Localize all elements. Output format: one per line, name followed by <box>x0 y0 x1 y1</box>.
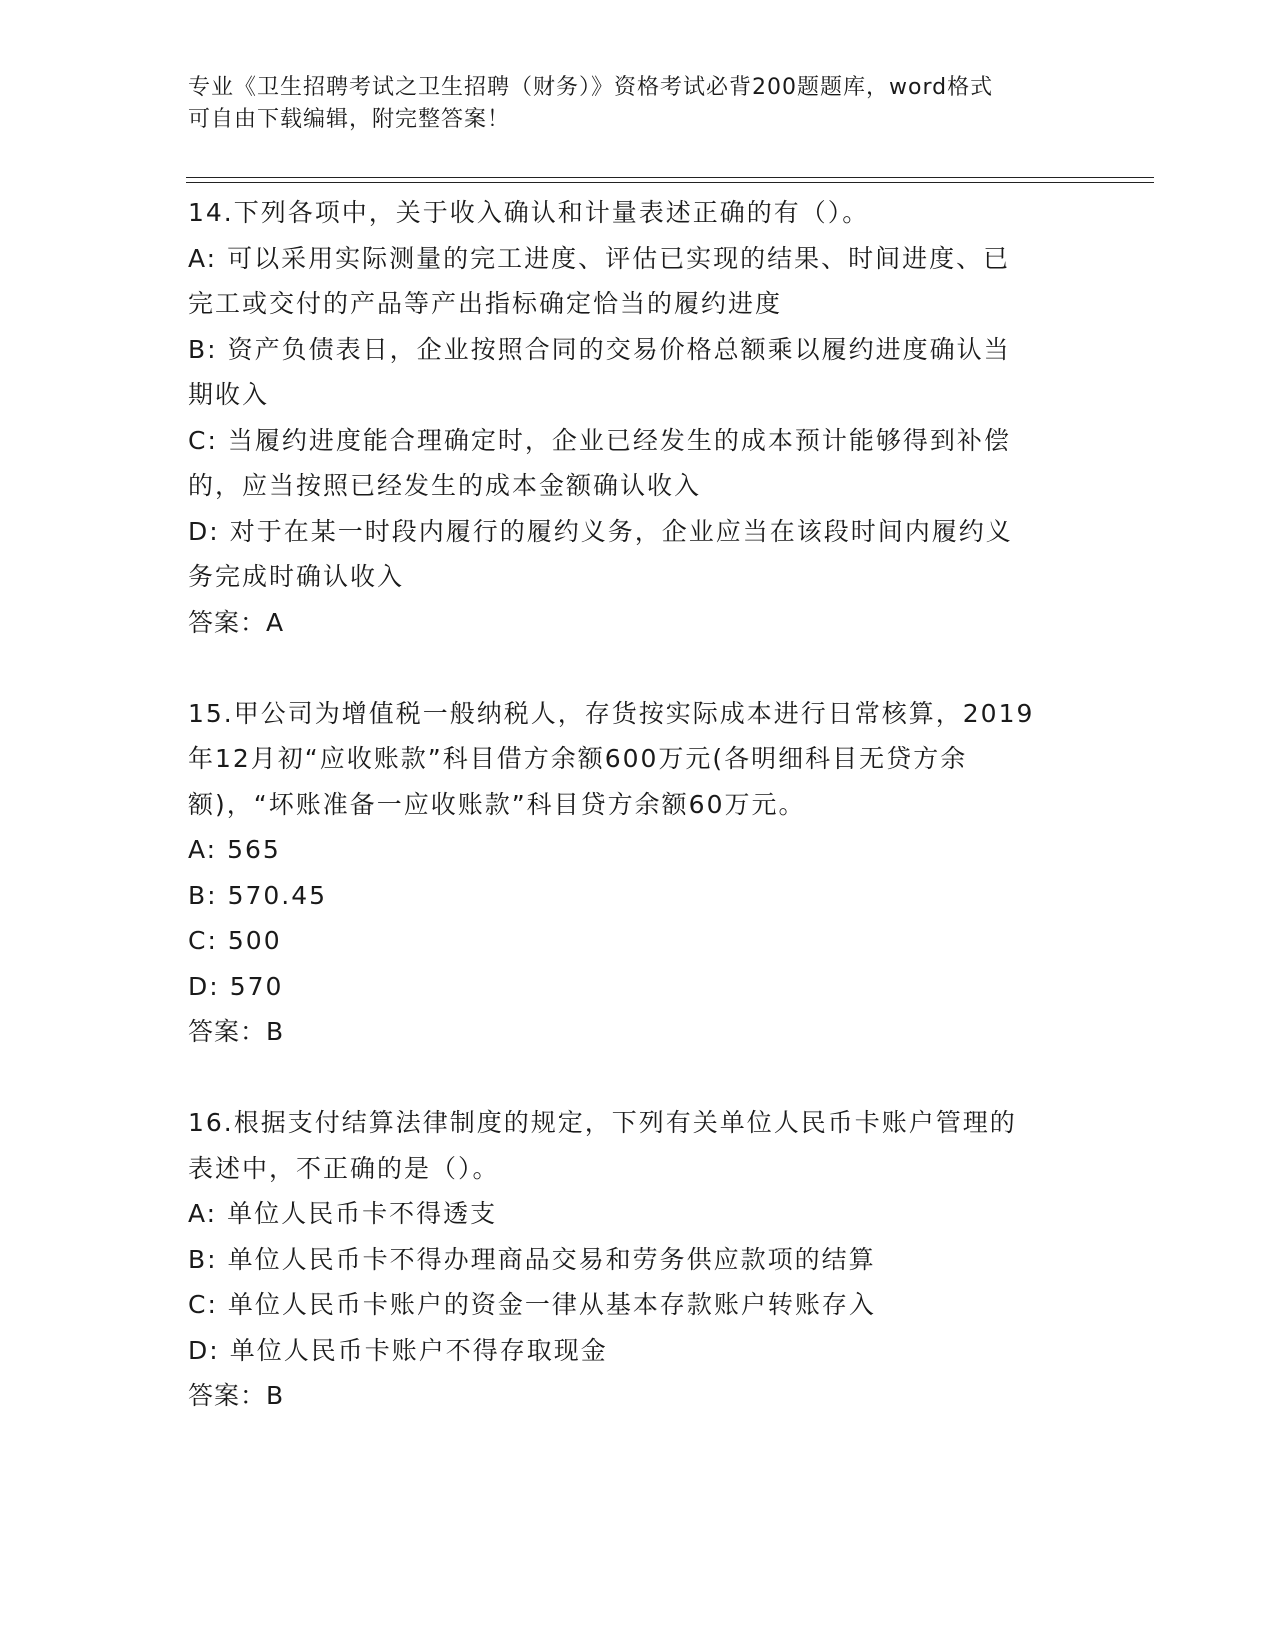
question-text-line: 表述中，不正确的是（）。 <box>188 1153 500 1183</box>
option-label: B: <box>188 1244 218 1274</box>
option-label: D: <box>188 1335 220 1365</box>
option-text: 完工或交付的产品等产出指标确定恰当的履约进度 <box>188 289 783 318</box>
option-text: 570.45 <box>227 880 328 910</box>
option-line <box>188 1237 1088 1283</box>
question-spacer <box>188 1055 1088 1101</box>
header-divider <box>186 177 1154 178</box>
option-label: A: <box>188 1199 218 1228</box>
option-text: 当履约进度能合理确定时，企业已经发生的成本预计能够得到补偿 <box>227 425 1011 455</box>
option-line <box>188 873 1088 919</box>
option-label: B: <box>188 880 218 910</box>
option-line <box>188 1191 1088 1237</box>
question-list <box>188 190 1088 1419</box>
option-text: 单位人民币卡账户的资金一律从基本存款账户转账存入 <box>227 1290 876 1319</box>
question-spacer <box>188 645 1088 691</box>
option-line <box>188 463 1088 509</box>
option-text: 可以采用实际测量的完工进度、评估已实现的结果、时间进度、已 <box>227 243 1011 273</box>
option-text: 的，应当按照已经发生的成本金额确认收入 <box>188 471 702 500</box>
option-text: 期收入 <box>188 380 270 409</box>
header-divider-secondary <box>186 182 1154 183</box>
question-text-line: 14.下列各项中，关于收入确认和计量表述正确的有（）。 <box>188 198 870 227</box>
option-label: C: <box>188 1290 218 1319</box>
option-text: 500 <box>227 926 282 955</box>
header-line-1: 专业《卫生招聘考试之卫生招聘（财务）》资格考试必背200题题库，word格式 <box>188 75 994 100</box>
document-header <box>188 72 1068 136</box>
option-label: D: <box>188 516 220 546</box>
option-line <box>188 1328 1088 1374</box>
option-line <box>188 509 1088 555</box>
option-line <box>188 327 1088 373</box>
question-text-line: 15.甲公司为增值税一般纳税人，存货按实际成本进行日常核算，2019 <box>188 698 1035 728</box>
answer-line: 答案：B <box>188 1381 285 1410</box>
option-text: 单位人民币卡账户不得存取现金 <box>229 1335 608 1365</box>
option-line <box>188 418 1088 464</box>
answer-line: 答案：A <box>188 607 285 637</box>
option-line <box>188 918 1088 964</box>
question-block <box>188 1100 1088 1419</box>
question-text-line: 年12月初“应收账款”科目借方余额600万元(各明细科目无贷方余 <box>188 744 968 773</box>
option-line <box>188 281 1088 327</box>
option-text: 单位人民币卡不得办理商品交易和劳务供应款项的结算 <box>227 1244 876 1274</box>
question-text-line: 额)，“坏账准备一应收账款”科目贷方余额60万元。 <box>188 789 806 819</box>
option-label: A: <box>188 243 218 273</box>
option-text: 资产负债表日，企业按照合同的交易价格总额乘以履约进度确认当 <box>227 334 1011 364</box>
option-text: 对于在某一时段内履行的履约义务，企业应当在该段时间内履约义 <box>229 516 1013 546</box>
option-text: 务完成时确认收入 <box>188 562 405 591</box>
option-label: D: <box>188 971 220 1001</box>
option-label: B: <box>188 334 218 364</box>
option-label: C: <box>188 926 218 955</box>
question-block <box>188 190 1088 645</box>
option-text: 单位人民币卡不得透支 <box>227 1199 498 1228</box>
answer-line: 答案：B <box>188 1017 285 1046</box>
option-line <box>188 827 1088 873</box>
option-text: 565 <box>227 835 281 864</box>
option-text: 570 <box>229 971 284 1001</box>
question-text-line: 16.根据支付结算法律制度的规定，下列有关单位人民币卡账户管理的 <box>188 1108 1017 1137</box>
option-line <box>188 554 1088 600</box>
option-line <box>188 372 1088 418</box>
option-label: A: <box>188 835 218 864</box>
header-line-2: 可自由下载编辑，附完整答案！ <box>188 107 511 132</box>
option-line <box>188 964 1088 1010</box>
question-block <box>188 691 1088 1055</box>
option-line <box>188 1282 1088 1328</box>
option-line <box>188 236 1088 282</box>
option-label: C: <box>188 425 218 455</box>
